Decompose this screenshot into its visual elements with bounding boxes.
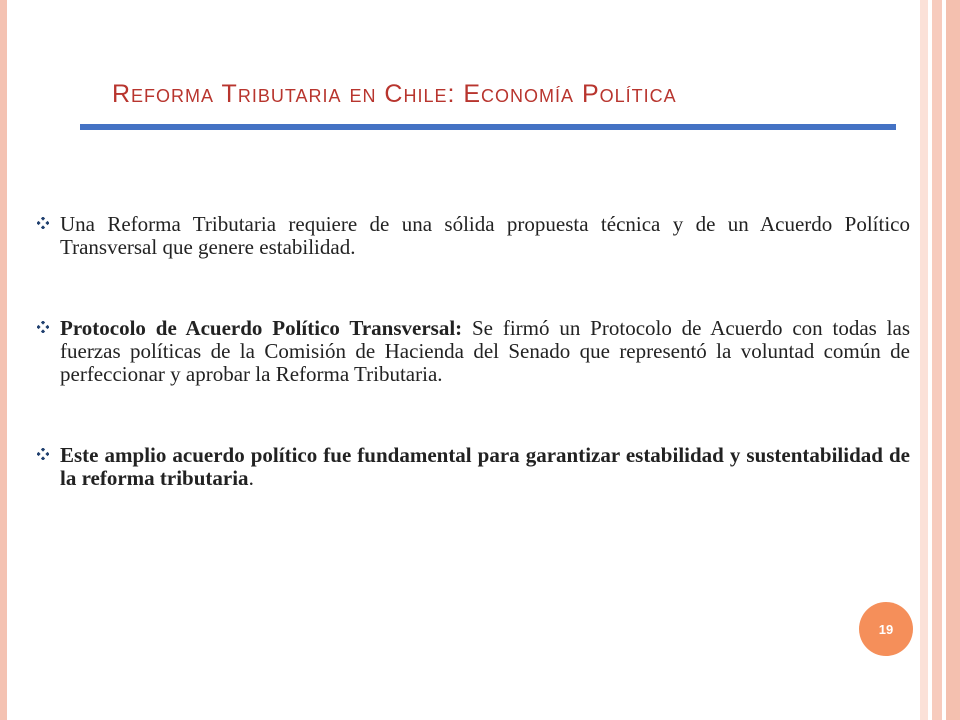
bullet-text: Una Reforma Tributaria requiere de una sólida propuesta técnica y de un Acuerdo Político Transversal que genere estabilidad. [60, 212, 910, 259]
bullet-tail: . [248, 466, 254, 490]
title-underline [80, 124, 896, 130]
bullet-lead: Protocolo de Acuerdo Político Transversal: [60, 316, 463, 340]
bullet-body: Se firmó un Protocolo de Acuerdo con todas las fuerzas políticas de la Comisión de Hacienda del Senado que representó la voluntad común de perfeccionar y aprobar la Reforma Tributaria. [60, 316, 910, 386]
bullet-text [60, 317, 910, 386]
bullet-list [26, 213, 910, 490]
bullet-text [60, 444, 910, 490]
bullet-item [26, 317, 910, 386]
bullet-item [26, 213, 910, 259]
diamond-bullet-icon [26, 317, 60, 333]
page-number-badge: 19 [859, 602, 913, 656]
diamond-bullet-icon [26, 213, 60, 229]
diamond-bullet-icon [26, 444, 60, 460]
slide-title: Reforma Tributaria en Chile: Economía Política [112, 80, 677, 108]
bullet-item [26, 444, 910, 490]
left-border-decoration [0, 0, 7, 720]
bullet-body: Este amplio acuerdo político fue fundamental para garantizar estabilidad y sustentabilidad de la reforma tributaria [60, 443, 910, 490]
right-stripes-decoration [920, 0, 960, 720]
